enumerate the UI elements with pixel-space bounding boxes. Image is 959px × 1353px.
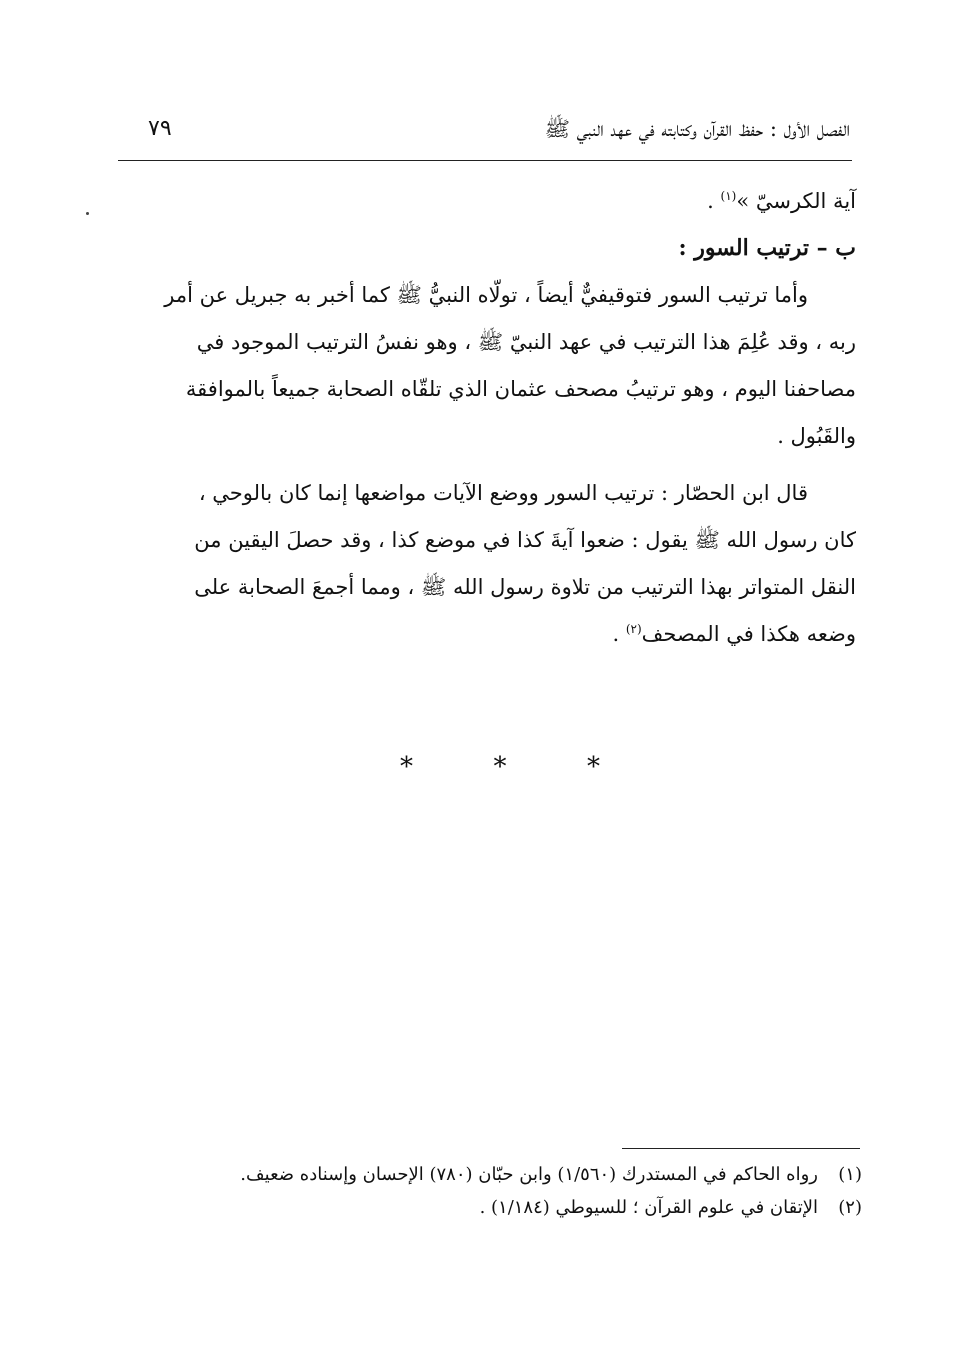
- section-heading: ب – ترتيب السور :: [678, 235, 856, 261]
- footnote-text: رواه الحاكم في المستدرك (١/٥٦٠) وابن حبّان (٧٨٠) الإحسان وإسناده ضعيف.: [240, 1164, 818, 1185]
- footnote-text: الإتقان في علوم القرآن ؛ للسيوطي (١/١٨٤) .: [479, 1197, 818, 1218]
- text-line: والقَبُول .: [777, 424, 856, 448]
- star-glyph: *: [493, 752, 507, 782]
- text-line: قال ابن الحصّار : ترتيب السور ووضع الآيات مواضعها إنما كان بالوحي ،: [198, 481, 808, 505]
- page-header: [118, 110, 850, 154]
- star-glyph: *: [400, 752, 413, 782]
- section-separator: [400, 752, 600, 782]
- header-rule: [118, 160, 852, 161]
- text-line: وضعه هكذا في المصحف$^{(٢)}$ .: [612, 622, 856, 646]
- footnote: [140, 1158, 862, 1191]
- text-line: آية الكرسيّ »$^{(١)}$ .: [707, 189, 856, 213]
- footnote-ref: (٢): [625, 622, 642, 636]
- main-text: [122, 178, 856, 658]
- text-line: كان رسول الله ﷺ يقول : ضعوا آيةَ كذا في موضع كذا ، وقد حصلَ اليقين من: [194, 528, 856, 552]
- footnote: [140, 1191, 862, 1224]
- text-line: ربه ، وقد عُلِمَ هذا الترتيب في عهد النبيّ ﷺ ، وهو نفسُ الترتيب الموجود في: [196, 330, 856, 354]
- footnote-number: (٢): [838, 1197, 862, 1218]
- text-line: النقل المتواتر بهذا الترتيب من تلاوة رسول الله ﷺ ، ومما أجمعَ الصحابة على: [194, 575, 856, 599]
- text-line: مصاحفنا اليوم ، وهو ترتيبُ مصحف عثمان الذي تلقّاه الصحابة جميعاً بالموافقة: [185, 377, 856, 401]
- footnotes: [140, 1158, 862, 1224]
- text-line: وأما ترتيب السور فتوقيفيٌّ أيضاً ، تولّاه النبيُّ ﷺ كما أخبر به جبريل عن أمر: [164, 283, 808, 307]
- running-title: الفصل الأول : حفظ القرآن وكتابته في عهد النبي ﷺ: [544, 117, 850, 141]
- page-number: ٧٩: [148, 116, 172, 141]
- footnote-rule: [622, 1148, 860, 1149]
- paragraph-gap: [122, 460, 856, 470]
- footnote-ref: (١): [720, 189, 737, 203]
- scan-speck: [86, 212, 89, 215]
- star-glyph: *: [587, 752, 600, 782]
- footnote-number: (١): [838, 1164, 862, 1185]
